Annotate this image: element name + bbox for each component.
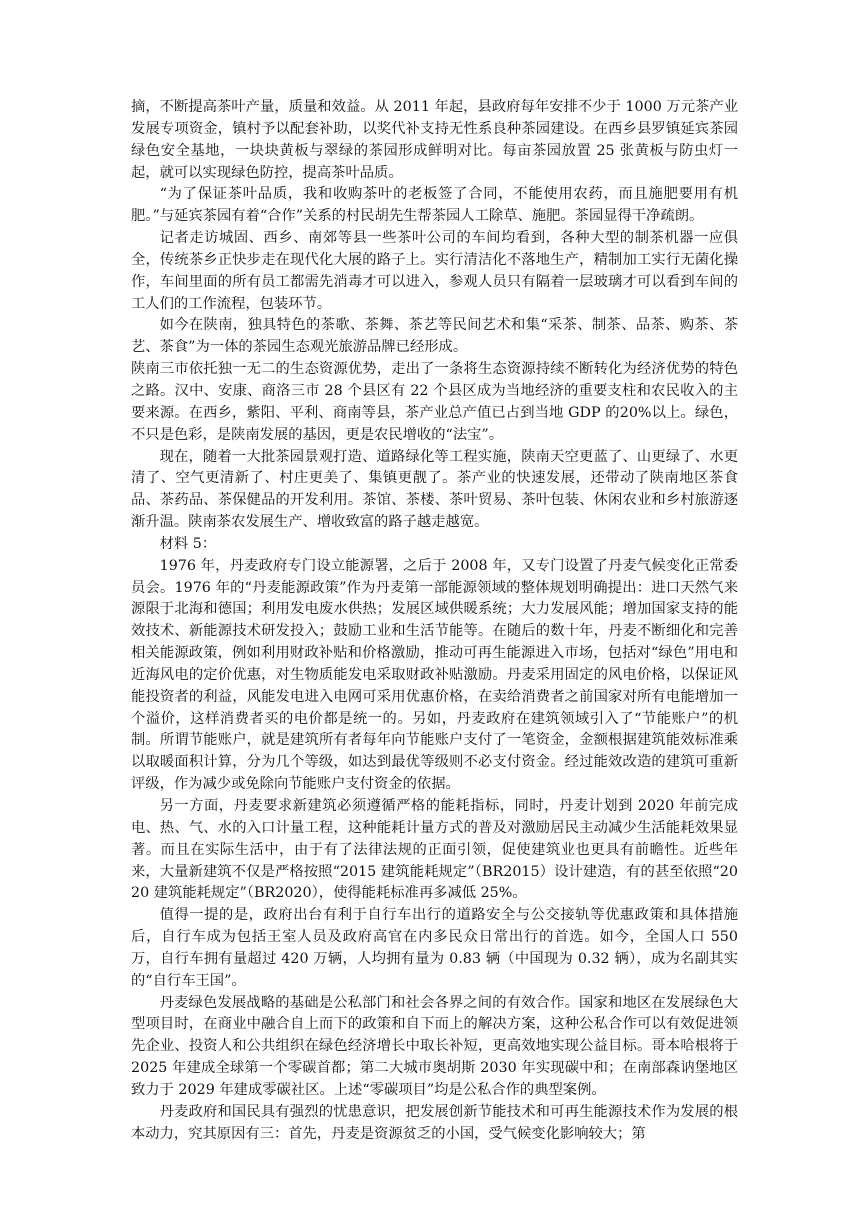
paragraph-7: 1976 年，丹麦政府专门设立能源署，之后于 2008 年，又专门设置了丹麦气候变化正常委员会。1976 年的“丹麦能源政策”作为丹麦第一部能源领域的整体规划明确提出：进口天然气来源限于北海和德国；利用发电废水供热；发展区域供暖系统；大力发展风能；增加国家支持的能效技术、新能源技术研发投入；鼓励工业和生活节能等。在随后的数十年，丹麦不断细化和完善相关能源政策，例如利用财政补贴和价格激励，推动可再生能源进入市场，包括对“绿色”用电和近海风电的定价优惠，对生物质能发电采取财政补贴激励。丹麦采用固定的风电价格，以保证风能投资者的利益，风能发电进入电网可采用优惠价格，在卖给消费者之前国家对所有电能增加一个溢价，这样消费者买的电价都是统一的。另如，丹麦政府在建筑领域引入了“节能账户”的机制。所谓节能账户，就是建筑所有者每年向节能账户支付了一笔资金，金额根据建筑能效标准乘以取暖面积计算，分为几个等级，如达到最优等级则不必支付资金。经过能效改造的建筑可重新评级，作为减少或免除向节能账户支付资金的依据。 [131,557,738,793]
paragraph-10: 丹麦绿色发展战略的基础是公私部门和社会各界之间的有效合作。国家和地区在发展绿色大型项目时，在商业中融合自上而下的政策和自下而上的解决方案，这种公私合作可以有效促进领先企业、投资人和公共组织在绿色经济增长中取长补短，更高效地实现公益目标。哥本哈根将于 2025 年建成全球第一个零碳首都；第二大城市奥胡斯 2030 年实现碳中和；在南部森讷堡地区致力于 2029 年建成零碳社区。上述“零碳项目”均是公私合作的典型案例。 [131,994,738,1098]
document-body [131,97,738,1146]
paragraph-4: 如今在陕南，独具特色的茶歌、茶舞、茶艺等民间艺术和集“采茶、制茶、品茶、购茶、茶艺、茶食”为一体的茶园生态观光旅游品牌已经形成。 [131,317,738,356]
paragraph-1: 摘，不断提高茶叶产量，质量和效益。从 2011 年起，县政府每年安排不少于 1000 万元茶产业发展专项资金，镇村予以配套补助，以奖代补支持无性系良种茶园建设。在西乡县罗镇延宾茶园绿色安全基地，一块块黄板与翠绿的茶园形成鲜明对比。每亩茶园放置 25 张黄板与防虫灯一起，就可以实现绿色防控，提高茶叶品质。 [131,99,738,181]
paragraph-5: 陕南三市依托独一无二的生态资源优势，走出了一条将生态资源持续不断转化为经济优势的特色之路。汉中、安康、商洛三市 28 个县区有 22 个县区成为当地经济的重要支柱和农民收入的主要来源。在西乡，紫阳、平利、商南等县，茶产业总产值已占到当地 GDP 的20%以上。绿色，不只是色彩，是陕南发展的基因，更是农民增收的“法宝”。 [131,361,738,443]
paragraph-11: 丹麦政府和国民具有强烈的忧患意识，把发展创新节能技术和可再生能源技术作为发展的根本动力，究其原因有三：首先，丹麦是资源贫乏的小国，受气候变化影响较大；第 [131,1103,738,1142]
paragraph-6: 现在，随着一大批茶园景观打造、道路绿化等工程实施，陕南天空更蓝了、山更绿了、水更清了、空气更清新了、村庄更美了、集镇更靓了。茶产业的快速发展，还带动了陕南地区茶食品、茶药品、茶保健品的开发利用。茶馆、茶楼、茶叶贸易、茶叶包装、休闲农业和乡村旅游逐渐升温。陕南茶农发展生产、增收致富的路子越走越宽。 [131,448,738,531]
paragraph-9: 值得一提的是，政府出台有利于自行车出行的道路安全与公交接轨等优惠政策和具体措施后，自行车成为包括王室人员及政府高官在内多民众日常出行的首选。如今，全国人口 550 万，自行车拥有量超过 420 万辆，人均拥有量为 0.83 辆（中国现为 0.32 辆），成为名副其实的“自行车王国”。 [131,907,738,989]
paragraph-2: “为了保证茶叶品质，我和收购茶叶的老板签了合同，不能使用农药，而且施肥要用有机肥。”与延宾茶园有着“合作”关系的村民胡先生帮茶园人工除草、施肥。茶园显得干净疏朗。 [131,186,738,225]
paragraph-3: 记者走访城固、西乡、南郊等县一些茶叶公司的车间均看到，各种大型的制茶机器一应俱全，传统茶乡正快步走在现代化大展的路子上。实行清洁化不落地生产，精制加工实行无菌化操作，车间里面的所有员工都需先消毒才可以进入，参观人员只有隔着一层玻璃才可以看到车间的工人们的工作流程，包装环节。 [131,230,738,312]
section-heading-material-5: 材料 5： [159,535,217,552]
paragraph-8: 另一方面，丹麦要求新建筑必须遵循严格的能耗指标，同时，丹麦计划到 2020 年前完成电、热、气、水的入口计量工程，这种能耗计量方式的普及对激励居民主动减少生活能耗效果显著。而且在实际生活中，由于有了法律法规的正面引领，促使建筑业也更具有前瞻性。近些年来，大量新建筑不仅是严格按照“2015 建筑能耗规定”（BR2015）设计建造，有的甚至依照“2020 建筑能耗规定”（BR2020），使得能耗标准再多减低 25%。 [131,798,738,902]
